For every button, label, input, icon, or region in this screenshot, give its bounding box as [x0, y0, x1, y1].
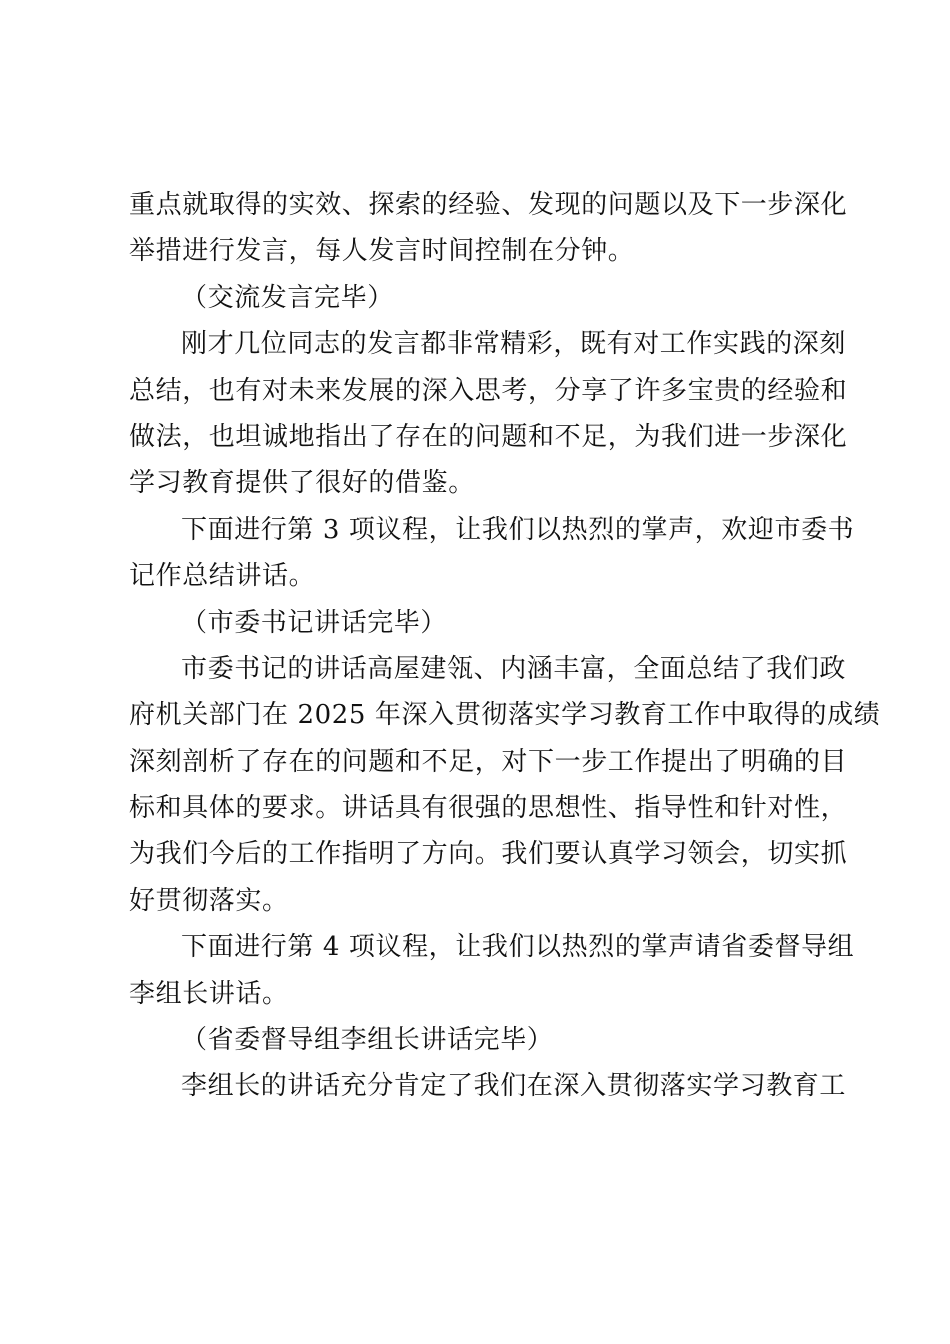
text-line: 重点就取得的实效、探索的经验、发现的问题以及下一步深化 — [129, 190, 848, 220]
text-line: 学习教育提供了很好的借鉴。 — [129, 468, 475, 499]
text-line: 李组长讲话。 — [129, 978, 289, 1009]
text-line: 举措进行发言，每人发言时间控制在分钟。 — [129, 236, 635, 267]
paragraph-start: 刚才几位同志的发言都非常精彩，既有对工作实践的深刻 — [181, 329, 847, 360]
text-line: 做法，也坦诚地指出了存在的问题和不足，为我们进一步深化 — [129, 421, 848, 452]
text-line: 好贯彻落实。 — [129, 885, 289, 916]
paragraph-start: 下面进行第 3 项议程，让我们以热烈的掌声，欢迎市委书 — [181, 514, 855, 545]
paragraph-start: 市委书记的讲话高屋建瓴、内涵丰富，全面总结了我们政 — [181, 653, 847, 684]
stage-direction: （市委书记讲话完毕） — [181, 607, 448, 638]
text-line: 总结，也有对未来发展的深入思考，分享了许多宝贵的经验和 — [129, 375, 848, 406]
document-body — [129, 182, 881, 1110]
paragraph-start: 李组长的讲话充分肯定了我们在深入贯彻落实学习教育工 — [181, 1071, 847, 1102]
text-line: 标和具体的要求。讲话具有很强的思想性、指导性和针对性， — [129, 793, 848, 824]
stage-direction: （交流发言完毕） — [181, 282, 394, 313]
text-line: 府机关部门在 2025 年深入贯彻落实学习教育工作中取得的成绩 — [129, 700, 881, 731]
text-line: 深刻剖析了存在的问题和不足，对下一步工作提出了明确的目 — [129, 746, 848, 777]
stage-direction: （省委督导组李组长讲话完毕） — [181, 1025, 554, 1056]
paragraph-start: 下面进行第 4 项议程，让我们以热烈的掌声请省委督导组 — [181, 932, 855, 963]
text-line: 记作总结讲话。 — [129, 561, 316, 592]
text-line: 为我们今后的工作指明了方向。我们要认真学习领会，切实抓 — [129, 839, 848, 870]
